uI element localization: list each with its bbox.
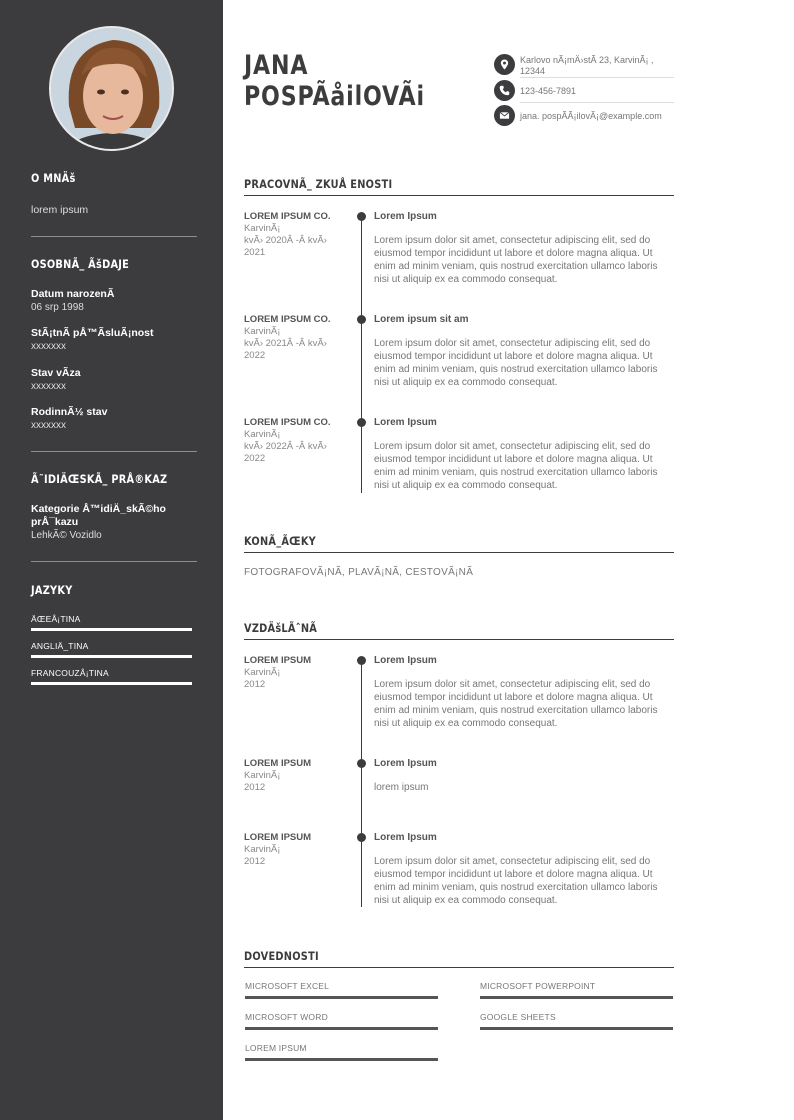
personal-label: RodinnÃ½ stav	[31, 406, 108, 418]
language-name: FRANCOUZÅ¡TINA	[31, 668, 109, 678]
license-label-cont: prÅ¯kazu	[31, 516, 79, 528]
sidebar-divider	[31, 451, 197, 452]
entry-org: LOREM IPSUM	[244, 832, 312, 843]
entry-org: LOREM IPSUM CO.	[244, 211, 331, 222]
languages-section	[31, 583, 197, 597]
skill-level-bar	[480, 996, 673, 999]
personal-value: xxxxxxx	[31, 420, 66, 431]
education-title: VZDÄšLÃˆNÃ	[244, 621, 318, 635]
hobbies-title: KONÃ_ÃŒKY	[244, 534, 317, 548]
skills-title: DOVEDNOSTI	[244, 949, 319, 963]
entry-description: lorem ipsum	[374, 782, 429, 793]
language-name: ANGLIÄ_TINA	[31, 641, 89, 651]
skill-item	[245, 1043, 438, 1061]
entry-description: Lorem ipsum dolor sit amet, consectetur adipiscing elit, sed do eiusmod tempor incididunt ut labore et dolore magna aliqua. Ut enim ad minim veniam, quis nostrud exercitation ullamco laboris nisi ut aliquip ex ea commodo consequat.	[374, 441, 658, 491]
personal-value: 06 srp 1998	[31, 302, 84, 313]
entry-description: Lorem ipsum dolor sit amet, consectetur adipiscing elit, sed do eiusmod tempor incididunt ut labore et dolore magna aliqua. Ut enim ad minim veniam, quis nostrud exercitation ullamco laboris nisi ut aliquip ex ea commodo consequat.	[374, 338, 658, 388]
personal-label: Stav vÃza	[31, 367, 81, 379]
entry-org: LOREM IPSUM	[244, 758, 312, 769]
timeline-dot	[357, 315, 366, 324]
sidebar-divider	[31, 561, 197, 562]
contact-address: Karlovo nÃ¡mÄ›stÃ 23, KarvinÃ¡ ,	[520, 55, 654, 65]
license-item	[31, 503, 197, 542]
skill-level-bar	[245, 1027, 438, 1030]
profile-photo	[49, 26, 174, 151]
entry-org: LOREM IPSUM	[244, 655, 312, 666]
language-item	[31, 668, 197, 685]
license-label: Kategorie Å™idiÄ_skÃ©ho	[31, 503, 166, 515]
phone-icon	[494, 80, 515, 101]
skill-item	[245, 1012, 438, 1030]
skill-item	[480, 981, 673, 999]
entry-role: Lorem Ipsum	[374, 211, 437, 222]
skill-level-bar	[480, 1027, 673, 1030]
skill-name: MICROSOFT EXCEL	[245, 981, 330, 991]
full-name	[244, 50, 425, 112]
languages-title: JAZYKY	[31, 583, 73, 597]
entry-date: kvÃ› 2021Â -Â kvÃ›	[244, 338, 327, 349]
entry-date-end: 2022	[244, 453, 266, 464]
contact-divider	[520, 102, 674, 103]
personal-value: xxxxxxx	[31, 341, 66, 352]
language-level-bar	[31, 628, 192, 631]
entry-org: LOREM IPSUM CO.	[244, 417, 331, 428]
section-rule	[244, 552, 674, 553]
section-rule	[244, 639, 674, 640]
education-timeline	[361, 657, 362, 907]
entry-role: Lorem Ipsum	[374, 417, 437, 428]
entry-year: 2012	[244, 679, 266, 690]
entry-role: Lorem ipsum sit am	[374, 314, 469, 325]
timeline-dot	[357, 759, 366, 768]
language-item	[31, 614, 197, 631]
entry-city: KarvinÃ¡	[244, 667, 281, 678]
skill-name: MICROSOFT WORD	[245, 1012, 328, 1022]
language-item	[31, 641, 197, 658]
entry-date-end: 2021	[244, 247, 266, 258]
profile-photo-image	[51, 28, 174, 151]
personal-value: xxxxxxx	[31, 381, 66, 392]
entry-org: LOREM IPSUM CO.	[244, 314, 331, 325]
personal-item	[31, 327, 197, 353]
contact-block	[494, 54, 674, 129]
skill-name: LOREM IPSUM	[245, 1043, 307, 1053]
entry-date-end: 2022	[244, 350, 266, 361]
language-name: ÄŒEÅ¡TINA	[31, 614, 81, 624]
personal-label: StÃ¡tnÃ pÅ™ÃsluÃ¡nost	[31, 327, 154, 339]
experience-title: PRACOVNÃ_ ZKUÅ ENOSTI	[244, 177, 393, 191]
location-pin-icon	[494, 54, 515, 75]
sidebar-divider	[31, 236, 197, 237]
email-icon	[494, 105, 515, 126]
entry-year: 2012	[244, 856, 266, 867]
experience-timeline	[361, 213, 362, 493]
entry-city: KarvinÃ¡	[244, 429, 281, 440]
first-name: JANA	[244, 50, 309, 81]
personal-item	[31, 288, 197, 314]
contact-address-zip: 12344	[520, 66, 546, 76]
entry-city: KarvinÃ¡	[244, 844, 281, 855]
license-title: Ã˜IDIÄŒSKÃ_ PRÅ®KAZ	[31, 472, 168, 486]
timeline-dot	[357, 656, 366, 665]
entry-city: KarvinÃ¡	[244, 326, 281, 337]
entry-role: Lorem Ipsum	[374, 832, 437, 843]
entry-date: kvÃ› 2022Â -Â kvÃ›	[244, 441, 327, 452]
personal-item	[31, 367, 197, 393]
personal-section	[31, 257, 197, 271]
entry-date: kvÃ› 2020Â -Â kvÃ›	[244, 235, 327, 246]
language-level-bar	[31, 682, 192, 685]
license-section	[31, 472, 197, 486]
contact-phone: 123-456-7891	[520, 86, 577, 96]
section-rule	[244, 967, 674, 968]
entry-role: Lorem Ipsum	[374, 758, 437, 769]
contact-divider	[520, 77, 674, 78]
language-level-bar	[31, 655, 192, 658]
about-title: O MNÄš	[31, 171, 76, 185]
entry-year: 2012	[244, 782, 266, 793]
timeline-dot	[357, 418, 366, 427]
skill-item	[245, 981, 438, 999]
skill-item	[480, 1012, 673, 1030]
entry-city: KarvinÃ¡	[244, 223, 281, 234]
about-text: lorem ipsum	[31, 204, 89, 216]
entry-role: Lorem Ipsum	[374, 655, 437, 666]
skill-name: MICROSOFT POWERPOINT	[480, 981, 596, 991]
about-section	[31, 171, 197, 216]
entry-city: KarvinÃ¡	[244, 770, 281, 781]
entry-description: Lorem ipsum dolor sit amet, consectetur adipiscing elit, sed do eiusmod tempor incididunt ut labore et dolore magna aliqua. Ut enim ad minim veniam, quis nostrud exercitation ullamco laboris nisi ut aliquip ex ea commodo consequat.	[374, 856, 658, 906]
hobbies-text: FOTOGRAFOVÃ¡NÃ, PLAVÃ¡NÃ, CESTOVÃ¡NÃ	[244, 567, 474, 578]
personal-label: Datum narozenÃ	[31, 288, 115, 300]
entry-description: Lorem ipsum dolor sit amet, consectetur adipiscing elit, sed do eiusmod tempor incididunt ut labore et dolore magna aliqua. Ut enim ad minim veniam, quis nostrud exercitation ullamco laboris nisi ut aliquip ex ea commodo consequat.	[374, 679, 658, 729]
personal-item	[31, 406, 197, 432]
skill-name: GOOGLE SHEETS	[480, 1012, 556, 1022]
license-value: LehkÃ© Vozidlo	[31, 530, 102, 541]
section-rule	[244, 195, 674, 196]
timeline-dot	[357, 833, 366, 842]
entry-description: Lorem ipsum dolor sit amet, consectetur adipiscing elit, sed do eiusmod tempor incididunt ut labore et dolore magna aliqua. Ut enim ad minim veniam, quis nostrud exercitation ullamco laboris nisi ut aliquip ex ea commodo consequat.	[374, 235, 658, 285]
contact-email: jana. pospÃÃ¡ilovÃ¡@example.com	[520, 111, 662, 121]
skill-level-bar	[245, 996, 438, 999]
personal-title: OSOBNÃ_ ÃšDAJE	[31, 257, 130, 271]
last-name: POSPÃåilOVÃi	[244, 81, 425, 112]
skill-level-bar	[245, 1058, 438, 1061]
timeline-dot	[357, 212, 366, 221]
sidebar	[0, 0, 223, 1120]
